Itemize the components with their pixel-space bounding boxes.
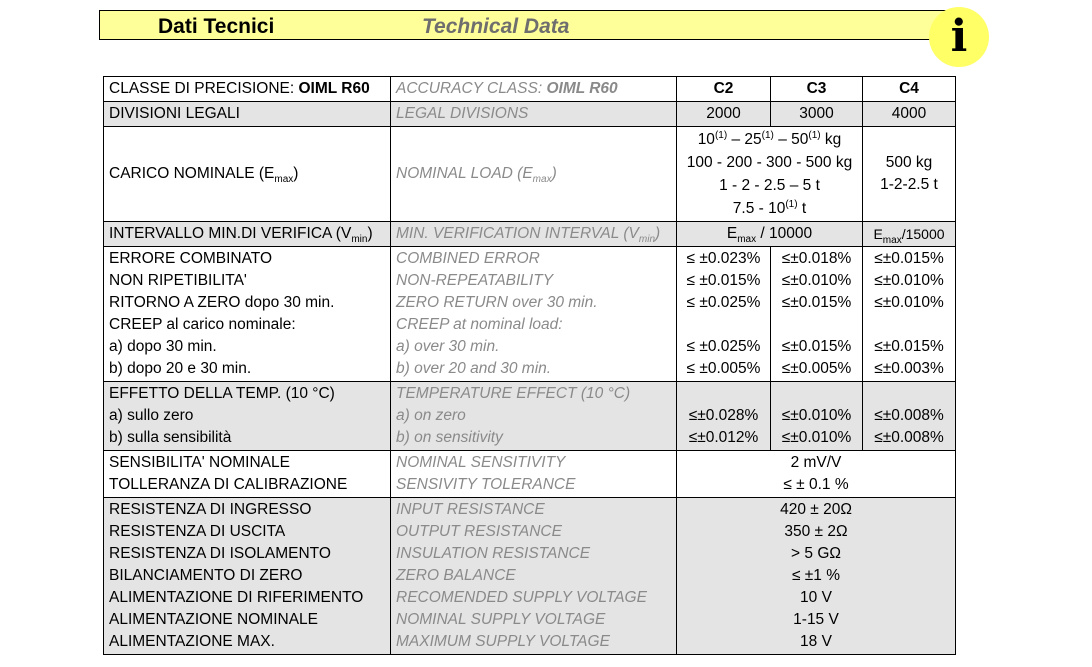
divisions-c4: 4000 [863, 102, 956, 127]
electrical-it: RESISTENZA DI INGRESSO RESISTENZA DI USCITA RESISTENZA DI ISOLAMENTO BILANCIAMENTO DI ZERO ALIMENTAZIONE DI RIFERIMENTO ALIMENTAZIONE NOMINALE ALIMENTAZIONE MAX. [104, 498, 391, 655]
errors-c4: ≤±0.015% ≤±0.010% ≤±0.010% ≤±0.015% ≤±0.003% [863, 247, 956, 382]
errors-row [104, 247, 956, 382]
min-verification-c4: $E_{max}/15000$ [863, 222, 956, 247]
section-title-banner [99, 10, 955, 40]
nominal-load-en: NOMINAL LOAD $(E_{max})$ [391, 127, 677, 222]
nominal-load-it: CARICO NOMINALE $(E_{max})$ [104, 127, 391, 222]
technical-data-table [103, 76, 956, 655]
nominal-load-c4: 500 kg 1-2-2.5 t [863, 127, 956, 222]
info-icon: i [929, 7, 989, 67]
sensitivity-en: NOMINAL SENSITIVITY SENSIVITY TOLERANCE [391, 451, 677, 498]
sensitivity-values: 2 mV/V ≤ ± 0.1 % [677, 451, 956, 498]
col-header-c3: C3 [771, 77, 863, 102]
electrical-en: INPUT RESISTANCE OUTPUT RESISTANCE INSULATION RESISTANCE ZERO BALANCE RECOMENDED SUPPLY VOLTAGE NOMINAL SUPPLY VOLTAGE MAXIMUM SUPPLY VOLTAGE [391, 498, 677, 655]
min-verification-it: INTERVALLO MIN.DI VERIFICA $(V_{min})$ [104, 222, 391, 247]
divisions-c3: 3000 [771, 102, 863, 127]
min-verification-row [104, 222, 956, 247]
nominal-load-c2-c3: 10$^{(1)}$ – 25$^{(1)}$ – 50$^{(1)}$ kg 100 - 200 - 300 - 500 kg 1 - 2 - 2.5 – 5 t 7.5 - 10$^{(1)}$ t [677, 127, 863, 222]
legal-divisions-row [104, 102, 956, 127]
accuracy-class-row [104, 77, 956, 102]
electrical-values: 420 ± 20Ω 350 ± 2Ω > 5 GΩ ≤ ±1 % 10 V 1-15 V 18 V [677, 498, 956, 655]
errors-it: ERRORE COMBINATO NON RIPETIBILITA' RITORNO A ZERO dopo 30 min. CREEP al carico nominale: a) dopo 30 min. b) dopo 20 e 30 min. [104, 247, 391, 382]
errors-c3: ≤±0.018% ≤±0.010% ≤±0.015% ≤±0.015% ≤±0.005% [771, 247, 863, 382]
errors-en: COMBINED ERROR NON-REPEATABILITY ZERO RETURN over 30 min. CREEP at nominal load: a) over 30 min. b) over 20 and 30 min. [391, 247, 677, 382]
temperature-effect-row [104, 382, 956, 451]
legal-divisions-it: DIVISIONI LEGALI [104, 102, 391, 127]
sensitivity-row [104, 451, 956, 498]
col-header-c4: C4 [863, 77, 956, 102]
min-verification-c2-c3: $E_{max} / 10000$ [677, 222, 863, 247]
temperature-effect-en: TEMPERATURE EFFECT (10 °C) a) on zero b) on sensitivity [391, 382, 677, 451]
temperature-effect-c2: ≤±0.028% ≤±0.012% [677, 382, 771, 451]
col-header-c2: C2 [677, 77, 771, 102]
legal-divisions-en: LEGAL DIVISIONS [391, 102, 677, 127]
temperature-effect-c3: ≤±0.010% ≤±0.010% [771, 382, 863, 451]
accuracy-class-it: CLASSE DI PRECISIONE: OIML R60 [104, 77, 391, 102]
title-italian: Dati Tecnici [158, 15, 275, 38]
errors-c2: ≤ ±0.023% ≤ ±0.015% ≤ ±0.025% ≤ ±0.025% ≤ ±0.005% [677, 247, 771, 382]
min-verification-en: MIN. VERIFICATION INTERVAL $(V_{min})$ [391, 222, 677, 247]
sensitivity-it: SENSIBILITA' NOMINALE TOLLERANZA DI CALIBRAZIONE [104, 451, 391, 498]
divisions-c2: 2000 [677, 102, 771, 127]
temperature-effect-c4: ≤±0.008% ≤±0.008% [863, 382, 956, 451]
temperature-effect-it: EFFETTO DELLA TEMP. (10 °C) a) sullo zero b) sulla sensibilità [104, 382, 391, 451]
accuracy-class-en: ACCURACY CLASS: OIML R60 [391, 77, 677, 102]
electrical-row [104, 498, 956, 655]
nominal-load-row [104, 127, 956, 222]
title-english: Technical Data [422, 15, 570, 38]
